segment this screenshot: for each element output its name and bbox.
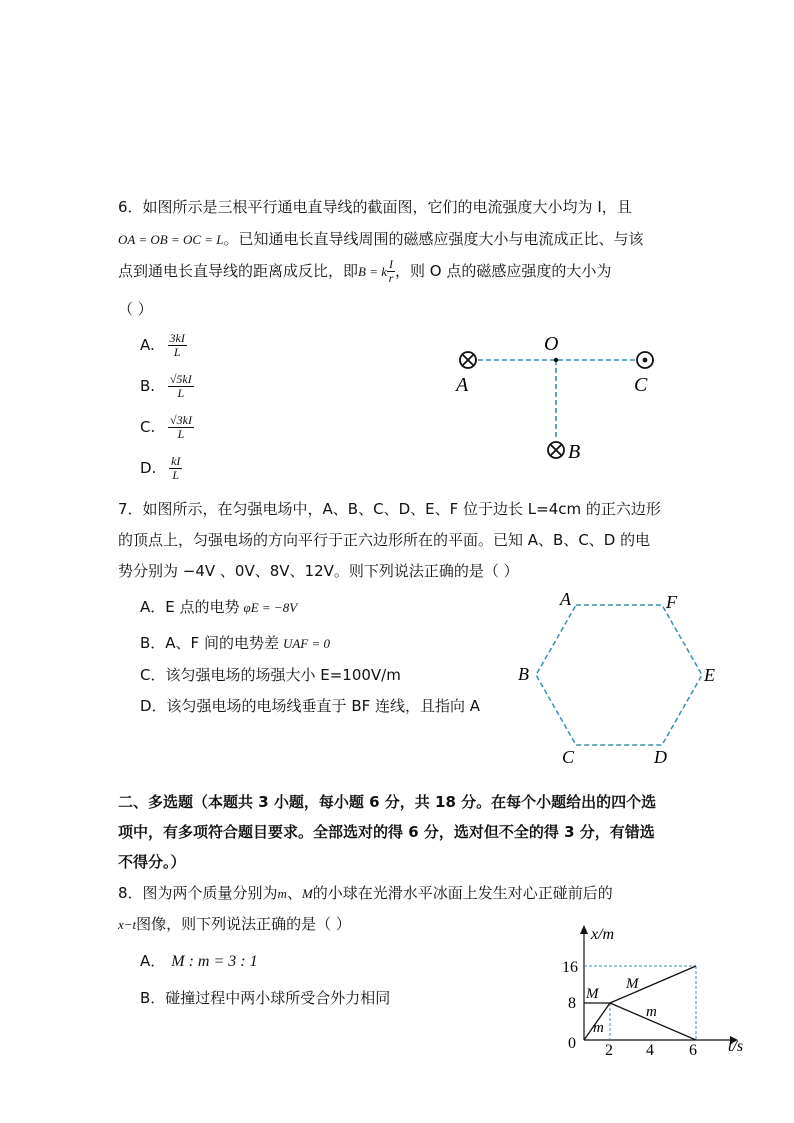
vertex-a-label: A xyxy=(560,589,571,609)
option-fraction xyxy=(168,332,187,359)
section2-line2: 项中，有多项符合题目要求。全部选对的得 6 分，选对但不全的得 3 分，有错选 xyxy=(118,823,655,841)
y-tick-16: 16 xyxy=(562,959,578,976)
q6-eq-b-frac xyxy=(387,258,395,285)
label-a: A xyxy=(456,374,469,396)
y-tick-8: 8 xyxy=(568,995,576,1012)
option-fraction xyxy=(168,414,194,441)
vertex-d-label: D xyxy=(654,747,667,767)
y-axis-arrow-icon xyxy=(580,925,588,934)
fraction-den: L xyxy=(177,427,185,441)
q8-line1 xyxy=(118,882,613,903)
wire-b-into-icon xyxy=(548,442,564,458)
q7-option-a[interactable] xyxy=(140,596,297,617)
x-axis-label: t/s xyxy=(728,1038,744,1055)
section2-line1 xyxy=(118,791,656,812)
option-math: φE = −8V xyxy=(243,600,298,615)
q6-option-d[interactable] xyxy=(140,455,182,482)
q7-option-d[interactable]: D．该匀强电场的电场线垂直于 BF 连线，且指向 A xyxy=(140,697,481,715)
q6-eq-oa: OA = OB = OC = L xyxy=(118,232,224,247)
q6-line3-b: ，则 O 点的磁感应强度的大小为 xyxy=(395,262,612,280)
q7-hexagon-figure xyxy=(508,588,728,770)
option-fraction xyxy=(168,373,194,400)
q8-line2 xyxy=(118,913,351,934)
section2-title: 二、多选题（ xyxy=(118,793,209,811)
fraction-num: √3kI xyxy=(170,413,192,427)
q6-line2-rest: 。已知通电长直导线周围的磁感应强度大小与电流成正比、与该 xyxy=(223,230,644,248)
q8-text-b: 的小球在光滑水平冰面上发生对心正碰前后的 xyxy=(312,884,613,902)
fraction-num: √5kI xyxy=(169,372,192,386)
option-label: C. xyxy=(140,418,156,436)
series-big-m-after xyxy=(610,966,696,1003)
q8-mass-big-m: M xyxy=(301,886,313,901)
fraction-den: L xyxy=(177,386,185,400)
q6-line3 xyxy=(118,258,611,285)
x-tick-2: 2 xyxy=(605,1042,613,1059)
q8-xt-graph xyxy=(558,922,758,1062)
q8-sep: 、 xyxy=(286,884,302,902)
q7-line1: 7．如图所示，在匀强电场中，A、B、C、D、E、F 位于边长 L=4cm 的正六边形 xyxy=(118,500,661,518)
x-tick-6: 6 xyxy=(689,1042,697,1059)
fraction-num: kI xyxy=(171,454,181,468)
q8-mass-m: m xyxy=(277,886,287,901)
q6-option-c[interactable] xyxy=(140,414,194,441)
q6-eq-b-den: r xyxy=(388,271,394,285)
option-label: A． xyxy=(140,952,166,970)
vertex-e-label: E xyxy=(704,665,715,685)
q6-eq-b-num: I xyxy=(389,257,393,271)
option-fraction xyxy=(169,455,182,482)
q8-option-b[interactable]: B．碰撞过程中两小球所受合外力相同 xyxy=(140,989,391,1007)
q8-option-a[interactable] xyxy=(140,950,258,971)
option-text: A．E 点的电势 xyxy=(140,598,240,616)
q6-paren: （ ） xyxy=(118,300,153,318)
q7-line2: 的顶点上，匀强电场的方向平行于正六边形所在的平面。已知 A、B、C、D 的电 xyxy=(118,531,651,549)
option-label: B. xyxy=(140,377,156,395)
section2-desc: 本题共 3 小题，每小题 6 分，共 18 分。在每个小题给出的四个选 xyxy=(208,793,657,811)
fraction-num: 3kI xyxy=(169,331,185,345)
label-big-m-before: M xyxy=(586,986,599,1002)
q6-line3-a: 点到通电长直导线的距离成反比，即 xyxy=(118,262,359,280)
label-b: B xyxy=(568,441,581,463)
hexagon-outline xyxy=(536,605,702,745)
label-o: O xyxy=(544,333,559,355)
q6-line1: 6．如图所示是三根平行通电直导线的截面图，它们的电流强度大小均为 I，且 xyxy=(118,198,632,216)
option-text: B．A、F 间的电势差 xyxy=(140,634,279,652)
y-axis-label: x/m xyxy=(591,926,615,943)
vertex-b-label: B xyxy=(518,664,529,684)
y-tick-0: 0 xyxy=(568,1035,576,1052)
label-m-after: m xyxy=(646,1004,657,1020)
q6-line2 xyxy=(118,228,644,249)
wire-a-into-icon xyxy=(460,352,476,368)
q8-text-c: 图像，则下列说法正确的是（ ） xyxy=(136,915,351,933)
q7-option-c[interactable]: C．该匀强电场的场强大小 E=100V/m xyxy=(140,666,401,684)
fraction-den: L xyxy=(172,468,180,482)
option-math: UAF = 0 xyxy=(282,636,330,651)
q6-eq-b: B = k xyxy=(358,264,387,279)
option-label: D. xyxy=(140,459,157,477)
q8-text-a: 8．图为两个质量分别为 xyxy=(118,884,278,902)
option-math: M : m = 3 : 1 xyxy=(171,953,258,970)
q7-option-b[interactable] xyxy=(140,632,330,653)
q6-option-a[interactable] xyxy=(140,332,187,359)
section2-line3: 不得分。） xyxy=(118,853,186,871)
x-tick-4: 4 xyxy=(646,1042,654,1059)
fraction-den: L xyxy=(173,345,181,359)
label-big-m-after: M xyxy=(626,976,639,992)
q6-wire-figure xyxy=(440,328,680,468)
vertex-f-label: F xyxy=(666,592,677,612)
vertex-c-label: C xyxy=(562,747,575,767)
option-label: A. xyxy=(140,336,155,354)
point-o-dot xyxy=(554,358,558,362)
q7-line3: 势分别为 −4V 、0V、8V、12V。则下列说法正确的是（ ） xyxy=(118,562,519,580)
q8-xt: x−t xyxy=(118,917,137,932)
wire-c-out-icon xyxy=(637,352,653,368)
label-c: C xyxy=(634,374,648,396)
label-m-before: m xyxy=(593,1020,604,1036)
q6-option-b[interactable] xyxy=(140,373,194,400)
